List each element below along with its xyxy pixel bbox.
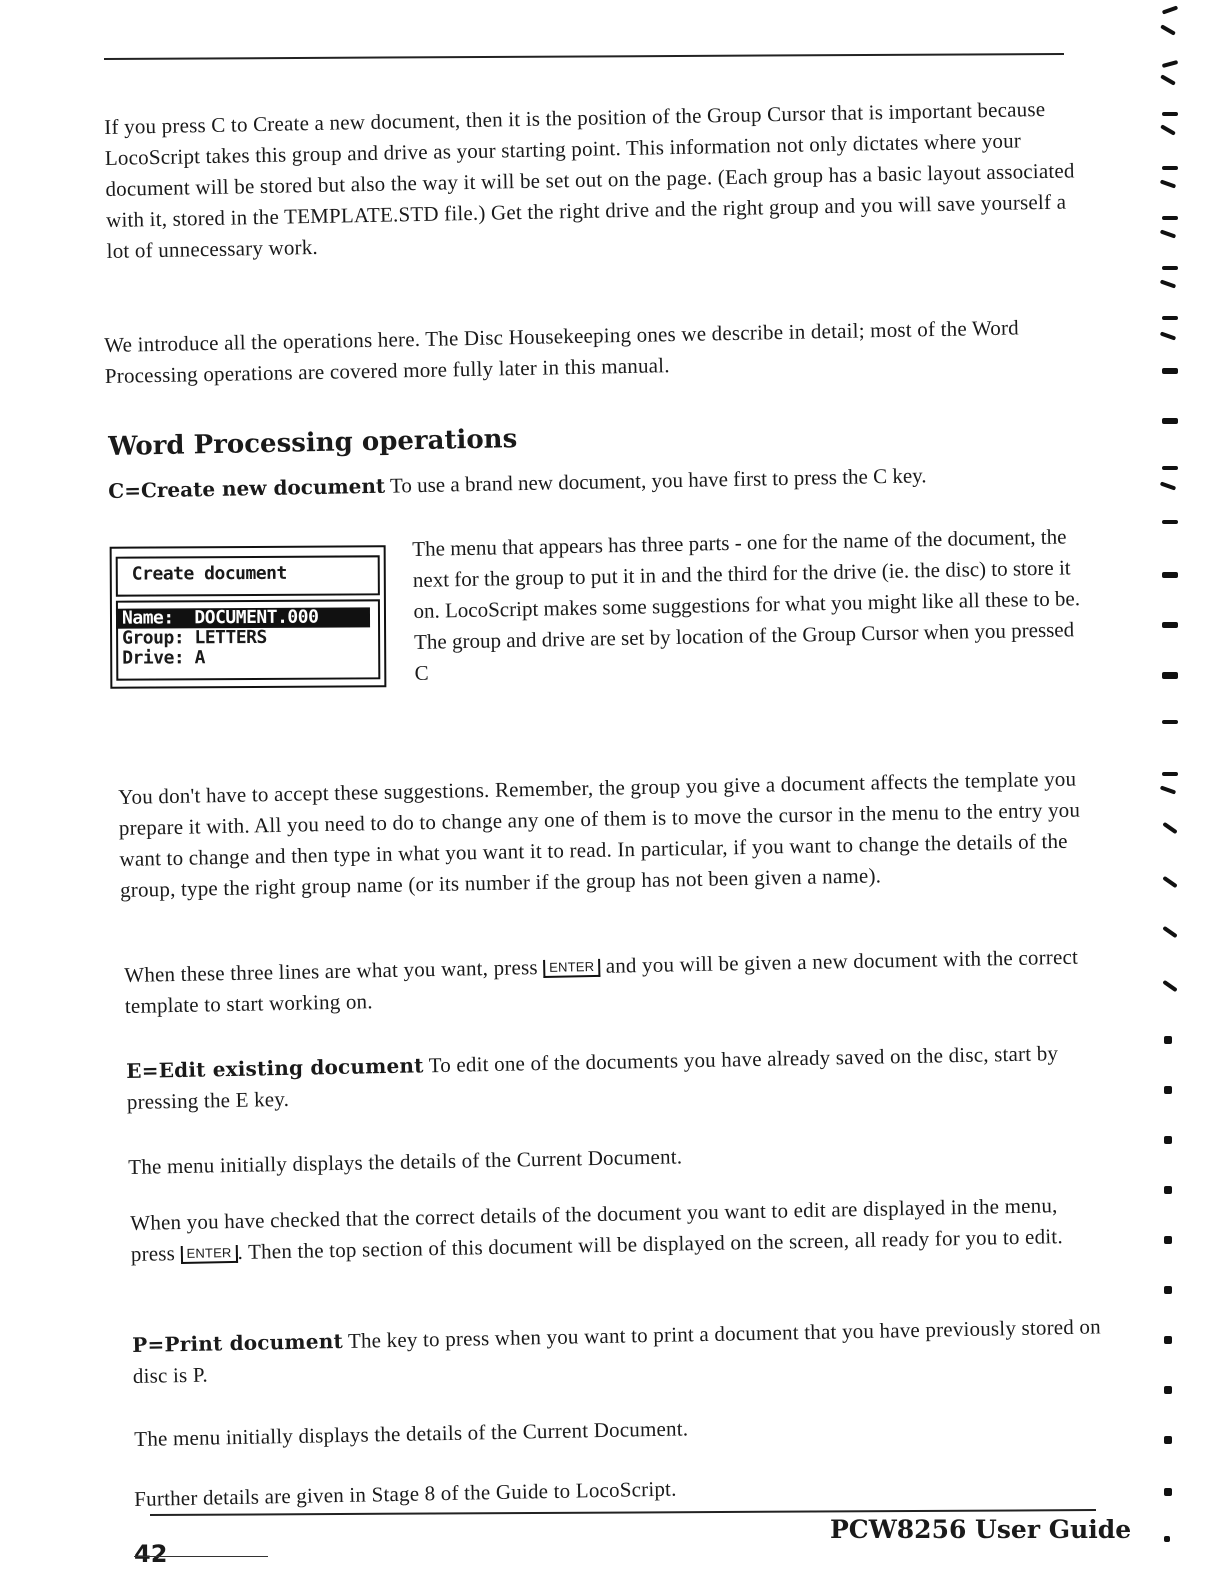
margin-mark <box>1164 1036 1172 1044</box>
margin-mark <box>1162 60 1178 68</box>
margin-mark <box>1162 466 1178 470</box>
margin-mark <box>1164 1488 1172 1496</box>
edit-text: To edit one of the documents you have already saved on the disc, start by pressing the E key. <box>126 1041 1059 1114</box>
margin-mark <box>1164 1186 1172 1194</box>
menu-description: The menu that appears has three parts - one for the name of the document, the next for the group to put it in and the third for the drive (ie. the disc) to store it on. LocoScript makes some suggestions for what you might like all these to be. The group and drive are set by location of the Group Cursor when you pressed C <box>412 524 1081 685</box>
edit-check-paragraph <box>130 1189 1106 1270</box>
margin-mark <box>1162 418 1178 424</box>
print-label: P=Print document <box>132 1328 344 1357</box>
margin-mark <box>1164 1236 1172 1244</box>
margin-mark <box>1160 124 1176 135</box>
margin-mark <box>1162 112 1178 116</box>
margin-mark <box>1162 876 1177 888</box>
edit-check-end: . Then the top section of this document will be displayed on the screen, all ready for you to edit. <box>237 1224 1064 1264</box>
margin-mark <box>1162 622 1178 628</box>
enter-key-icon: ENTER <box>180 1245 237 1264</box>
edit-menu-paragraph: The menu initially displays the details of the Current Document. <box>128 1144 683 1179</box>
margin-mark <box>1160 785 1176 794</box>
create-label: C=Create new document <box>108 473 386 503</box>
margin-mark <box>1164 1436 1172 1444</box>
margin-mark <box>1162 520 1178 524</box>
margin-mark <box>1164 1086 1172 1094</box>
margin-mark <box>1160 179 1176 188</box>
binding-margin-marks <box>1148 0 1188 1584</box>
margin-mark <box>1162 368 1178 374</box>
page-number-underline <box>134 1556 268 1557</box>
menu-name-field: Name: DOCUMENT.000 <box>116 607 370 628</box>
edit-label: E=Edit existing document <box>126 1053 424 1083</box>
margin-mark <box>1164 1536 1170 1542</box>
margin-mark <box>1162 980 1177 992</box>
page-number: 42 <box>134 1540 168 1568</box>
margin-mark <box>1160 279 1176 288</box>
margin-mark <box>1162 316 1178 320</box>
margin-mark <box>1162 5 1178 14</box>
menu-title: Create document <box>131 562 287 585</box>
margin-mark <box>1164 1336 1172 1344</box>
operations-intro-paragraph: We introduce all the operations here. The Disc Housekeeping ones we describe in detail; most of the Word Processing operations are covered more fully later in this manual. <box>104 315 1020 388</box>
menu-group-field: Group: LETTERS <box>122 626 267 649</box>
create-document-menu-screenshot <box>110 545 387 688</box>
enter-paragraph <box>124 941 1100 1022</box>
footer-title: PCW8256 User Guide <box>830 1515 1132 1544</box>
suggestions-paragraph: You don't have to accept these suggestions. Remember, the group you give a document affects the template you prepare it with. All you need to do to change any one of them is to move the cursor in the menu to the entry you want to change and then type in what you want it to read. In particular, if you want to change the details of the group, type the right group name (or its number if the group has not been given a name). <box>118 766 1081 902</box>
create-intro <box>108 457 1083 507</box>
top-rule <box>104 53 1064 60</box>
margin-mark <box>1160 74 1176 85</box>
margin-mark <box>1164 1136 1172 1144</box>
margin-mark <box>1160 229 1176 238</box>
margin-mark <box>1162 216 1178 220</box>
print-paragraph <box>132 1311 1108 1392</box>
create-text: To use a brand new document, you have first to press the C key. <box>389 463 927 498</box>
margin-mark <box>1160 24 1176 35</box>
margin-mark <box>1164 1286 1172 1294</box>
section-heading: Word Processing operations <box>108 424 518 462</box>
margin-mark <box>1162 926 1177 938</box>
enter-paragraph-end: and you will be given a new document with the correct template to start working on. <box>124 944 1079 1018</box>
margin-mark <box>1162 572 1178 578</box>
edit-paragraph <box>126 1037 1102 1118</box>
margin-mark <box>1160 331 1176 340</box>
print-text: The key to press when you want to print a document that you have previously stored on disc is P. <box>132 1314 1102 1388</box>
margin-mark <box>1160 481 1176 490</box>
margin-mark <box>1162 822 1177 834</box>
print-menu-paragraph: The menu initially displays the details of the Current Document. <box>134 1416 689 1451</box>
margin-mark <box>1162 166 1178 170</box>
enter-key-icon: ENTER <box>543 959 600 978</box>
margin-mark <box>1162 772 1178 776</box>
margin-mark <box>1162 720 1178 724</box>
margin-mark <box>1162 672 1178 679</box>
margin-mark <box>1162 266 1178 270</box>
further-details-paragraph: Further details are given in Stage 8 of the Guide to LocoScript. <box>134 1476 677 1511</box>
edit-check-start: When you have checked that the correct details of the document you want to edit are displayed in the menu, press <box>130 1193 1058 1266</box>
menu-drive-field: Drive: A <box>122 647 205 669</box>
enter-paragraph-start: When these three lines are what you want, press <box>124 955 538 987</box>
intro-paragraph: If you press C to Create a new document, then it is the position of the Group Cursor that is important because LocoScript takes this group and drive as your starting point. This information not only dictates where your document will be stored but also the way it will be set out on the page. (Each group has a basic layout associated with it, stored in the TEMPLATE.STD file.) Get the right drive and the right group and you will save yourself a lot of unnecessary work. <box>104 96 1075 263</box>
margin-mark <box>1164 1386 1172 1394</box>
